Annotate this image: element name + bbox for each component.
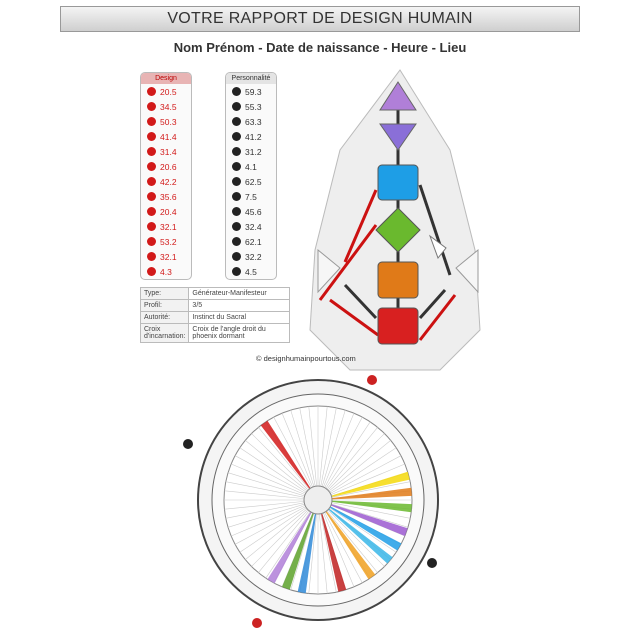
credit-text: © designhumainpourtous.com: [256, 354, 356, 363]
info-label: Type:: [141, 288, 189, 300]
info-label: Autorité:: [141, 312, 189, 324]
personality-value: 7.5: [245, 191, 257, 202]
design-value: 35.6: [160, 191, 177, 202]
info-value: 3/5: [189, 300, 290, 312]
design-earth-marker: [252, 618, 262, 628]
report-subtitle: Nom Prénom - Date de naissance - Heure - Lieu: [173, 40, 467, 55]
design-value: 50.3: [160, 116, 177, 127]
personality-sun-marker: [427, 558, 437, 568]
personality-earth-marker: [183, 439, 193, 449]
info-table: [140, 287, 290, 343]
personality-panel-header: Personnalité: [226, 73, 276, 84]
info-value: Instinct du Sacral: [189, 312, 290, 324]
personality-value: 55.3: [245, 101, 262, 112]
info-value: Croix de l'angle droit du phoenix dormant: [189, 324, 290, 343]
root-center: [378, 308, 418, 344]
info-row: [141, 300, 290, 312]
design-value: 20.6: [160, 161, 177, 172]
personality-value: 32.4: [245, 221, 262, 232]
personality-value: 31.2: [245, 146, 262, 157]
personality-value: 41.2: [245, 131, 262, 142]
design-value: 4.3: [160, 266, 172, 277]
info-label: Profil:: [141, 300, 189, 312]
design-value: 32.1: [160, 251, 177, 262]
personality-value: 62.1: [245, 236, 262, 247]
info-row: [141, 324, 290, 343]
personality-value: 32.2: [245, 251, 262, 262]
throat-center: [378, 165, 418, 200]
design-panel-header: Design: [141, 73, 191, 84]
personality-value: 62.5: [245, 176, 262, 187]
design-value: 20.5: [160, 86, 177, 97]
design-value: 42.2: [160, 176, 177, 187]
design-value: 41.4: [160, 131, 177, 142]
info-row: [141, 288, 290, 300]
personality-value: 59.3: [245, 86, 262, 97]
design-value: 32.1: [160, 221, 177, 232]
info-label: Croix d'incarnation:: [141, 324, 189, 343]
design-value: 31.4: [160, 146, 177, 157]
design-value: 53.2: [160, 236, 177, 247]
info-value: Générateur-Manifesteur: [189, 288, 290, 300]
report-title: VOTRE RAPPORT DE DESIGN HUMAIN: [167, 10, 473, 27]
personality-value: 4.5: [245, 266, 257, 277]
personality-value: 63.3: [245, 116, 262, 127]
sacral-center: [378, 262, 418, 298]
info-row: [141, 312, 290, 324]
design-value: 20.4: [160, 206, 177, 217]
personality-value: 4.1: [245, 161, 257, 172]
design-value: 34.5: [160, 101, 177, 112]
design-sun-marker: [367, 375, 377, 385]
personality-value: 45.6: [245, 206, 262, 217]
mandala-wheel: [198, 380, 438, 620]
